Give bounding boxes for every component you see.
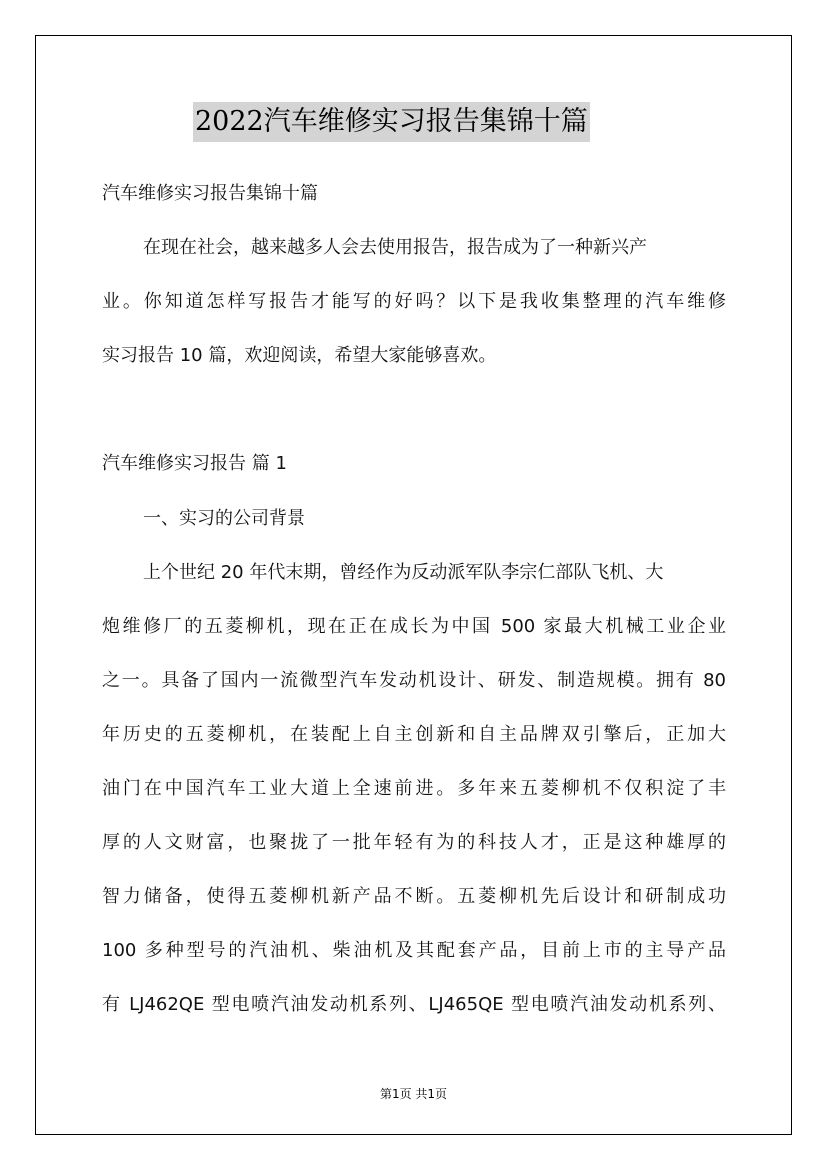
intro-line: 在现在社会，越来越多人会去使用报告，报告成为了一种新兴产 <box>143 237 647 258</box>
body-line: 年历史的五菱柳机，在装配上自主创新和自主品牌双引擎后，正加大 <box>102 724 726 745</box>
body-line: 之一。具备了国内一流微型汽车发动机设计、研发、制造规模。拥有 80 <box>102 670 726 691</box>
subsection-heading: 一、实习的公司背景 <box>143 508 305 529</box>
body-line: 有 LJ462QE 型电喷汽油发动机系列、LJ465QE 型电喷汽油发动机系列、 <box>102 994 726 1015</box>
document-subtitle: 汽车维修实习报告集锦十篇 <box>102 183 318 204</box>
intro-line: 业。你知道怎样写报告才能写的好吗？以下是我收集整理的汽车维修 <box>102 291 726 312</box>
page-footer: 第1页 共1页 <box>379 1087 448 1101</box>
body-line: 厚的人文财富，也聚拢了一批年轻有为的科技人才，正是这种雄厚的 <box>102 832 726 853</box>
body-line: 上个世纪 20 年代末期，曾经作为反动派军队李宗仁部队飞机、大 <box>143 562 664 583</box>
intro-line: 实习报告 10 篇，欢迎阅读，希望大家能够喜欢。 <box>102 345 497 366</box>
document-title: 2022汽车维修实习报告集锦十篇 <box>193 102 590 142</box>
body-line: 100 多种型号的汽油机、柴油机及其配套产品，目前上市的主导产品 <box>102 940 726 961</box>
body-line: 炮维修厂的五菱柳机，现在正在成长为中国 500 家最大机械工业企业 <box>102 616 726 637</box>
body-line: 油门在中国汽车工业大道上全速前进。多年来五菱柳机不仅积淀了丰 <box>102 778 726 799</box>
body-line: 智力储备，使得五菱柳机新产品不断。五菱柳机先后设计和研制成功 <box>102 886 726 907</box>
section-heading: 汽车维修实习报告 篇 1 <box>102 453 287 474</box>
